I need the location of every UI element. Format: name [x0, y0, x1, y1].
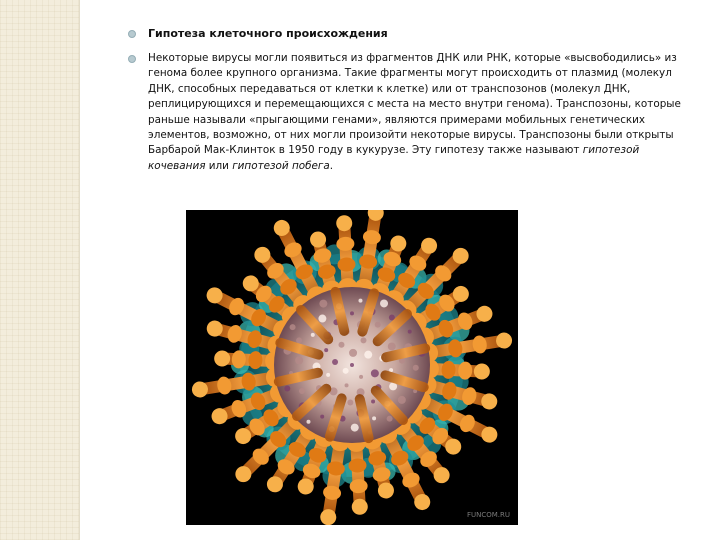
core-speckle — [306, 420, 310, 424]
core-speckle — [371, 369, 379, 377]
description-conjunction: или — [205, 159, 233, 172]
core-speckle — [326, 373, 330, 377]
bullet-dot-icon — [128, 30, 136, 38]
core-speckle — [413, 365, 419, 371]
core-speckle — [398, 396, 406, 404]
core-speckle — [388, 342, 396, 350]
core-speckle — [343, 368, 349, 374]
description-end: . — [329, 159, 334, 172]
core-speckle — [380, 299, 388, 307]
bullet-item-title — [128, 26, 698, 42]
core-speckle — [332, 359, 338, 365]
core-speckle — [320, 415, 324, 419]
core-speckle — [295, 356, 303, 364]
core-speckle — [349, 349, 357, 357]
core-speckle — [296, 337, 302, 343]
core-speckle — [311, 333, 315, 337]
core-speckle — [324, 348, 328, 352]
core-speckle — [347, 399, 353, 405]
core-speckle — [375, 322, 381, 328]
core-speckle — [387, 416, 393, 422]
italic-term-2: гипотезой побега — [232, 159, 330, 172]
core-speckle — [361, 337, 367, 343]
italic-term-1: гипотезой кочевания — [148, 144, 640, 172]
core-speckle — [364, 351, 372, 359]
core-speckle — [371, 400, 375, 404]
side-strip-divider — [79, 0, 80, 540]
core-speckle — [350, 363, 354, 367]
core-speckle — [351, 424, 359, 432]
core-speckle — [318, 315, 326, 323]
bullet-list — [128, 26, 698, 174]
core-speckle — [408, 330, 412, 334]
virus-illustration — [186, 210, 518, 525]
core-speckle — [359, 375, 363, 379]
core-speckle — [319, 300, 327, 308]
core-speckle — [338, 342, 344, 348]
image-watermark: FUNCOM.RU — [466, 511, 510, 519]
core-speckle — [350, 311, 354, 315]
hypothesis-description — [148, 51, 688, 174]
core-speckle — [345, 383, 349, 387]
core-speckle — [284, 386, 290, 392]
bullet-dot-icon — [128, 55, 136, 63]
decorative-side-strip — [0, 0, 79, 540]
core-speckle — [299, 388, 305, 394]
core-speckle — [358, 299, 362, 303]
hypothesis-title: Гипотеза клеточного происхождения — [148, 27, 388, 40]
bullet-item-description — [128, 51, 698, 174]
description-text: Некоторые вирусы могли появиться из фрагментов ДНК или РНК, которые «высвободились» из генома более крупного организма. Такие фрагменты могут происходить от плазмид (молекул ДНК, способных передаваться от клетки к клетке) или от транспозонов (молекул ДНК, реплицирующихся и перемещающихся с места на место внутри генома). Транспозоны, которые раньше называли «прыгающими генами», являются примерами мобильных генетических элементов, возможно, от них могли произойти некоторые вирусы. Транспозоны были открыты Барбарой Мак-Клинток в 1950 году в кукурузе. Эту гипотезу также называют — [148, 52, 681, 157]
virus-svg — [186, 210, 518, 525]
core-speckle — [372, 416, 376, 420]
core-speckle — [290, 324, 296, 330]
